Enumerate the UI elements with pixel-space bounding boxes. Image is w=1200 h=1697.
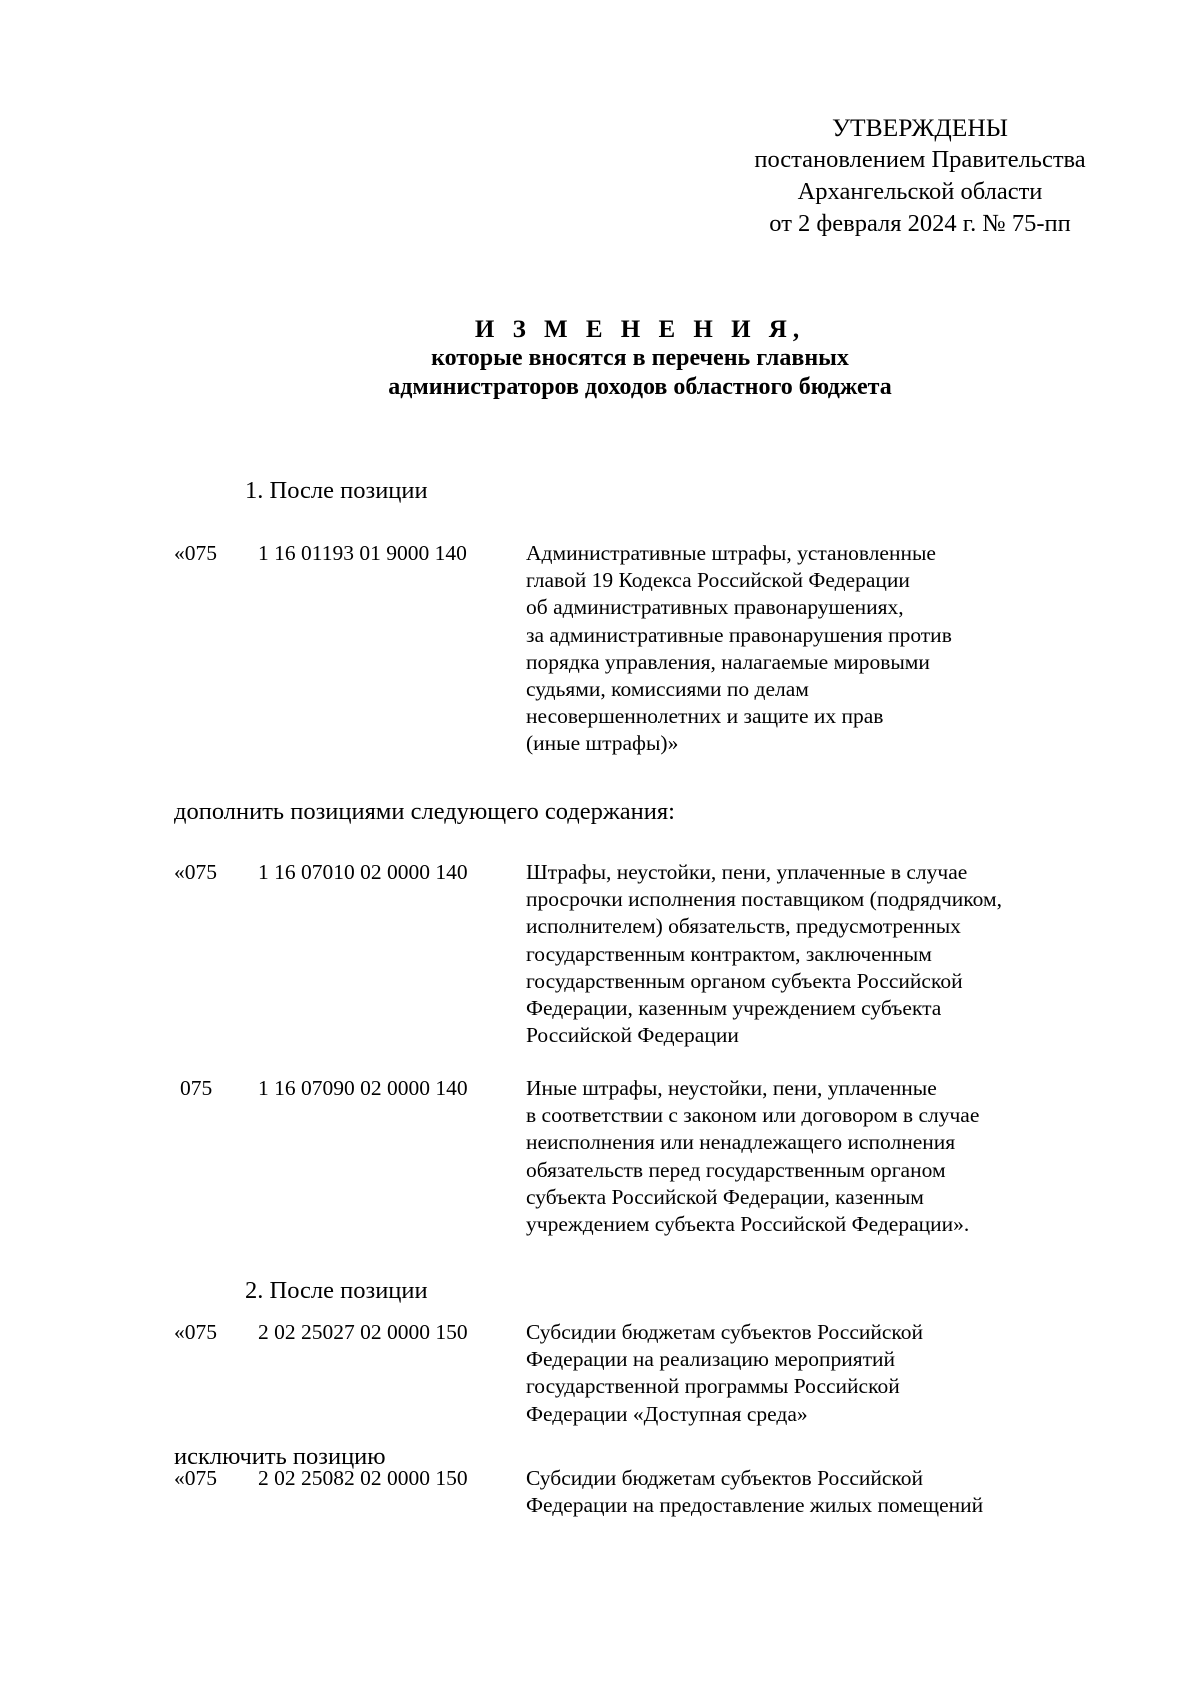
row-description	[526, 1319, 1086, 1428]
admin-code: 075	[180, 1076, 213, 1100]
description-line: государственным контрактом, заключенным	[526, 941, 932, 966]
row-description	[526, 859, 1086, 1049]
description-line: Федерации на реализацию мероприятий	[526, 1347, 896, 1372]
approval-date: от 2 февраля 2024 г. № 75-пп	[769, 210, 1071, 237]
approval-line: постановлением Правительства	[754, 146, 1086, 173]
document-heading	[260, 315, 1020, 402]
budget-code: 2 02 25082 02 0000 150	[258, 1466, 468, 1490]
description-line: неисполнения или ненадлежащего исполнения	[526, 1130, 956, 1155]
description-line: за административные правонарушения против	[526, 622, 952, 647]
approval-title: УТВЕРЖДЕНЫ	[832, 113, 1008, 142]
description-line: Субсидии бюджетам субъектов Российской	[526, 1466, 924, 1490]
description-line: учреждением субъекта Российской Федерации».	[526, 1212, 970, 1237]
description-line: Российской Федерации	[526, 1023, 739, 1048]
description-line: просрочки исполнения поставщиком (подрядчиком,	[526, 887, 1002, 912]
document-subtitle: которые вносятся в перечень главных	[431, 345, 849, 371]
exclude-text: исключить позицию	[174, 1443, 386, 1470]
description-line: несовершеннолетних и защите их прав	[526, 704, 884, 729]
admin-code: «075	[174, 1320, 217, 1344]
description-line: обязательств перед государственным органом	[526, 1157, 946, 1182]
row-description	[526, 1465, 1086, 1519]
description-line: исполнителем) обязательств, предусмотренных	[526, 914, 961, 939]
description-line: Иные штрафы, неустойки, пени, уплаченные	[526, 1076, 937, 1100]
description-line: порядка управления, налагаемые мировыми	[526, 649, 930, 674]
description-line: государственной программы Российской	[526, 1374, 900, 1399]
description-line: судьями, комиссиями по делам	[526, 677, 809, 702]
admin-code: «075	[174, 1466, 217, 1490]
description-line: Субсидии бюджетам субъектов Российской	[526, 1320, 924, 1344]
description-line: Федерации на предоставление жилых помещений	[526, 1493, 984, 1518]
description-line: Административные штрафы, установленные	[526, 541, 936, 565]
description-line: Федерации «Доступная среда»	[526, 1401, 808, 1426]
document-title: И З М Е Н Е Н И Я,	[474, 316, 806, 343]
description-line: об административных правонарушениях,	[526, 595, 904, 620]
description-line: главой 19 Кодекса Российской Федерации	[526, 568, 910, 593]
budget-code: 2 02 25027 02 0000 150	[258, 1320, 468, 1344]
section-1-label: 1. После позиции	[245, 477, 428, 504]
description-line: (иные штрафы)»	[526, 731, 679, 756]
budget-code: 1 16 01193 01 9000 140	[258, 541, 467, 565]
row-description	[526, 1075, 1086, 1238]
admin-code: «075	[174, 541, 217, 565]
document-subtitle: администраторов доходов областного бюджета	[388, 374, 892, 400]
budget-code: 1 16 07090 02 0000 140	[258, 1076, 468, 1100]
supplement-text: дополнить позициями следующего содержания:	[174, 798, 675, 825]
approval-line: Архангельской области	[797, 178, 1043, 205]
description-line: в соответствии с законом или договором в случае	[526, 1103, 980, 1128]
description-line: субъекта Российской Федерации, казенным	[526, 1184, 924, 1209]
description-line: Штрафы, неустойки, пени, уплаченные в случае	[526, 860, 968, 884]
description-line: государственным органом субъекта Российской	[526, 968, 963, 993]
description-line: Федерации, казенным учреждением субъекта	[526, 996, 942, 1021]
budget-code: 1 16 07010 02 0000 140	[258, 860, 468, 884]
approval-stamp	[680, 112, 1160, 240]
section-2-label: 2. После позиции	[245, 1277, 428, 1304]
row-description	[526, 540, 1086, 758]
admin-code: «075	[174, 860, 217, 884]
